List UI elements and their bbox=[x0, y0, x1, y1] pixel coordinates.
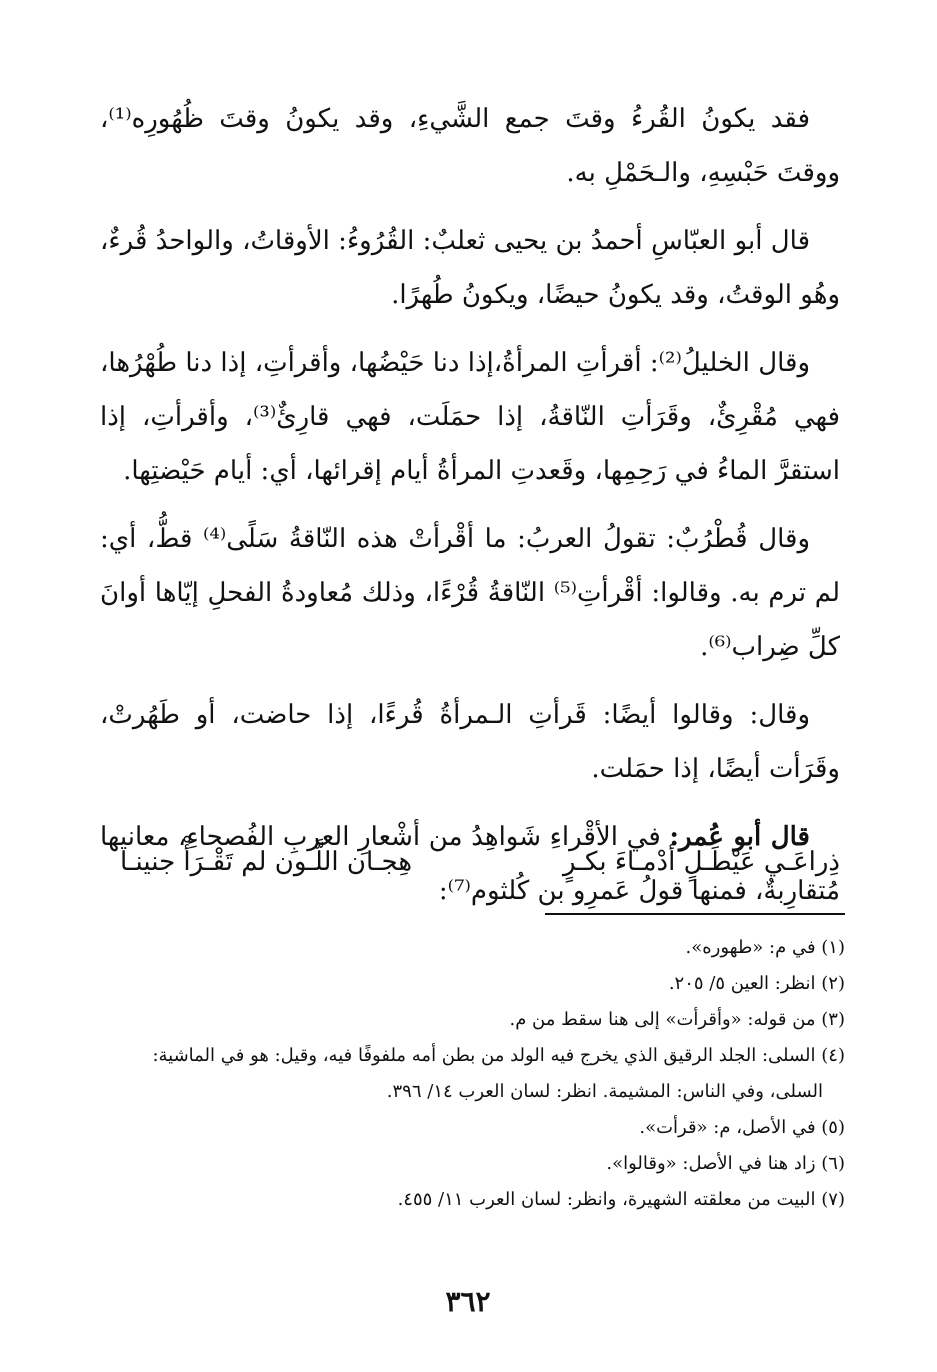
verse-second-hemistich: هِجـان اللَّـون لم تَقْـرَأْ جنينـا bbox=[120, 847, 413, 877]
paragraph-text: فقد يكونُ القُرءُ وقتَ جمع الشَّيءِ، وقد يكونُ وقتَ ظُهُورِه⁽¹⁾، ووقتَ حَبْسِهِ، والـحَمْلِ به. bbox=[100, 104, 840, 188]
footnote: (٣) من قوله: «وأقرأت» إلى هنا سقط من م. bbox=[509, 1009, 845, 1030]
footnote: (٥) في الأصل، م: «قرأت». bbox=[639, 1117, 845, 1138]
paragraph bbox=[100, 92, 840, 200]
footnote: (٢) انظر: العين ٥/ ٢٠٥. bbox=[668, 973, 845, 994]
paragraph-text: وقال: وقالوا أيضًا: قَرأتِ الـمرأةُ قُرءًا، إذا حاضت، أو طَهُرتْ، وقَرَأت أيضًا، إذا حمَلت. bbox=[100, 700, 840, 784]
main-text bbox=[100, 92, 840, 932]
paragraph-text: وقال قُطْرُبٌ: تقولُ العربُ: ما أقْرأتْ هذه النّاقةُ سَلًى⁽⁴⁾ قطُّ، أي: لم ترم به. وقالوا: أقْرأتِ⁽⁵⁾ النّاقةُ قُرْءًا، وذلك مُعاودةُ الفحلِ إيّاها أوانَ كلِّ ضِراب⁽⁶⁾. bbox=[100, 524, 840, 662]
paragraph-text: وقال الخليلُ⁽²⁾: أقرأتِ المرأةُ،إذا دنا حَيْضُها، وأقرأتِ، إذا دنا طُهْرُها، فهي مُقْرِئٌ، وقَرَأتِ النّاقةُ، إذا حمَلَت، فهي قارِئٌ⁽³⁾، وأقرأتِ، إذا استقرَّ الماءُ في رَحِمِها، وقَعدتِ المرأةُ أيام إقرائها، أي: أيام حَيْضتِها. bbox=[100, 348, 840, 486]
footnote: (٤) السلى: الجلد الرقيق الذي يخرج فيه الولد من بطن أمه ملفوفًا فيه، وقيل: هو في الماشية: bbox=[152, 1045, 845, 1066]
page-number: ٣٦٢ bbox=[445, 1285, 491, 1318]
paragraph bbox=[100, 336, 840, 498]
footnote: (١) في م: «طهوره». bbox=[685, 937, 845, 958]
poetry-verse bbox=[120, 835, 840, 889]
footnote-continuation: السلى، وفي الناس: المشيمة. انظر: لسان العرب ١٤/ ٣٩٦. bbox=[386, 1081, 823, 1102]
footnote: (٦) زاد هنا في الأصل: «وقالوا». bbox=[606, 1153, 845, 1174]
footnote-divider bbox=[545, 913, 845, 915]
paragraph bbox=[100, 688, 840, 796]
paragraph bbox=[100, 214, 840, 322]
paragraph-text: قال أبو العبّاسِ أحمدُ بن يحيى ثعلبٌ: القُرُوءُ: الأوقاتُ، والواحدُ قُرءٌ، وهُو الوقتُ، وقد يكونُ حيضًا، ويكونُ طُهرًا. bbox=[100, 226, 840, 310]
footnote: (٧) البيت من معلقته الشهيرة، وانظر: لسان العرب ١١/ ٤٥٥. bbox=[397, 1189, 845, 1210]
footnotes bbox=[100, 930, 845, 1218]
paragraph-text: في الأقْراءِ شَواهِدُ من أشْعارِ العربِ الفُصحاءِ، معانيها مُتقارِبةٌ، فمنها قولُ عَمرِو بن كُلثوم⁽⁷⁾: bbox=[100, 822, 840, 906]
paragraph-lead: قال أبو عُمر: bbox=[669, 822, 810, 852]
paragraph bbox=[100, 512, 840, 674]
verse-first-hemistich: ذِراعَـي عَيْطَـلٍ أدْمـاءَ بكـرٍ bbox=[563, 847, 840, 877]
